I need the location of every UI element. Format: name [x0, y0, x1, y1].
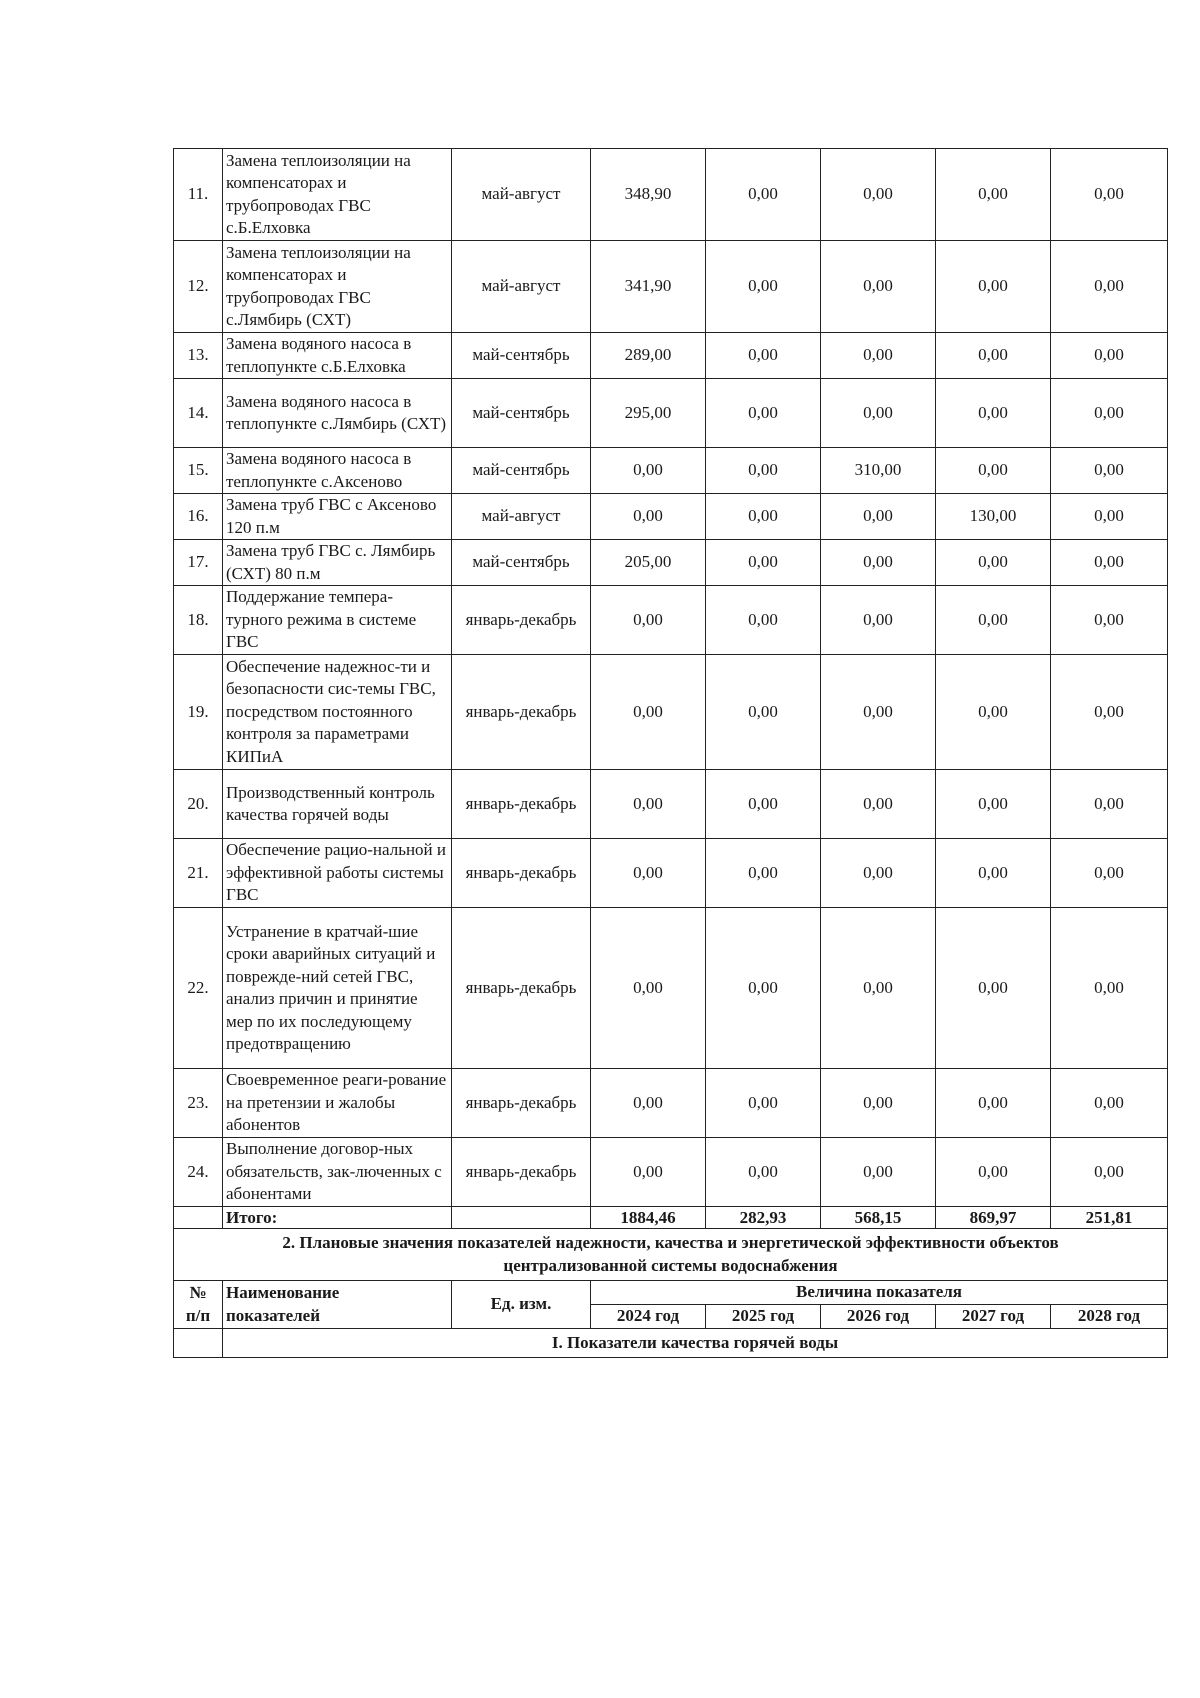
value-2025: 0,00	[706, 839, 821, 908]
table-row	[174, 908, 1168, 1069]
value-2026: 0,00	[821, 149, 936, 241]
header-year-2026: 2026 год	[821, 1305, 936, 1329]
row-number: 20.	[174, 770, 223, 839]
value-2027: 0,00	[936, 770, 1051, 839]
total-2024: 1884,46	[591, 1207, 706, 1229]
value-2026: 0,00	[821, 839, 936, 908]
value-2027: 0,00	[936, 149, 1051, 241]
value-2028: 0,00	[1051, 839, 1168, 908]
value-2028: 0,00	[1051, 448, 1168, 494]
header-name	[223, 1281, 452, 1329]
row-number: 23.	[174, 1069, 223, 1138]
measure-name: Обеспечение рацио-нальной и эффективной работы системы ГВС	[223, 839, 452, 908]
subsection-num-cell	[174, 1329, 223, 1358]
header-num	[174, 1281, 223, 1329]
table-row	[174, 839, 1168, 908]
value-2025: 0,00	[706, 770, 821, 839]
value-2026: 0,00	[821, 770, 936, 839]
header-row-1	[174, 1281, 1168, 1305]
table-row	[174, 494, 1168, 540]
implementation-period: январь-декабрь	[452, 770, 591, 839]
value-2027: 0,00	[936, 1069, 1051, 1138]
measure-name: Выполнение договор-ных обязательств, зак-люченных с абонентами	[223, 1138, 452, 1207]
subsection-row	[174, 1329, 1168, 1358]
value-2025: 0,00	[706, 241, 821, 333]
value-2025: 0,00	[706, 908, 821, 1069]
value-2024: 289,00	[591, 333, 706, 379]
value-2027: 0,00	[936, 655, 1051, 770]
header-num-line2: п/п	[185, 1305, 211, 1325]
value-2025: 0,00	[706, 149, 821, 241]
value-2025: 0,00	[706, 448, 821, 494]
value-2026: 0,00	[821, 1069, 936, 1138]
table-row	[174, 241, 1168, 333]
section-2-title-line1: 2. Плановые значения показателей надежности, качества и энергетической эффективности объектов	[282, 1233, 1059, 1252]
measure-name: Замена труб ГВС с. Лямбирь (СХТ) 80 п.м	[223, 540, 452, 586]
table-row	[174, 149, 1168, 241]
header-year-2024: 2024 год	[591, 1305, 706, 1329]
value-2024: 348,90	[591, 149, 706, 241]
header-year-2025: 2025 год	[706, 1305, 821, 1329]
value-2026: 0,00	[821, 908, 936, 1069]
value-2026: 0,00	[821, 379, 936, 448]
total-2025: 282,93	[706, 1207, 821, 1229]
implementation-period: май-август	[452, 149, 591, 241]
section-2-row	[174, 1229, 1168, 1281]
value-2026: 310,00	[821, 448, 936, 494]
header-num-line1: №	[189, 1283, 207, 1302]
row-number: 22.	[174, 908, 223, 1069]
section-2-title	[174, 1229, 1168, 1281]
value-2024: 0,00	[591, 494, 706, 540]
value-2026: 0,00	[821, 586, 936, 655]
header-value-group: Величина показателя	[591, 1281, 1168, 1305]
row-number: 14.	[174, 379, 223, 448]
measure-name: Замена теплоизоляции на компенсаторах и трубопроводах ГВС с.Лямбирь (СХТ)	[223, 241, 452, 333]
row-number: 11.	[174, 149, 223, 241]
measure-name: Поддержание темпера-турного режима в системе ГВС	[223, 586, 452, 655]
header-name-line1: Наименование	[226, 1283, 340, 1302]
measure-name: Производственный контроль качества горячей воды	[223, 770, 452, 839]
measures-rows	[174, 149, 1168, 1207]
table-row	[174, 379, 1168, 448]
value-2027: 0,00	[936, 1138, 1051, 1207]
total-2026: 568,15	[821, 1207, 936, 1229]
value-2027: 0,00	[936, 540, 1051, 586]
measure-name: Замена водяного насоса в теплопункте с.Б.Елховка	[223, 333, 452, 379]
investment-program-table	[173, 148, 1168, 1358]
implementation-period: январь-декабрь	[452, 839, 591, 908]
value-2025: 0,00	[706, 1138, 821, 1207]
value-2027: 0,00	[936, 586, 1051, 655]
value-2024: 0,00	[591, 1069, 706, 1138]
implementation-period: январь-декабрь	[452, 586, 591, 655]
value-2024: 0,00	[591, 770, 706, 839]
value-2028: 0,00	[1051, 494, 1168, 540]
implementation-period: май-сентябрь	[452, 379, 591, 448]
value-2027: 0,00	[936, 908, 1051, 1069]
value-2028: 0,00	[1051, 770, 1168, 839]
value-2026: 0,00	[821, 494, 936, 540]
header-year-2027: 2027 год	[936, 1305, 1051, 1329]
row-number: 12.	[174, 241, 223, 333]
value-2026: 0,00	[821, 333, 936, 379]
value-2027: 0,00	[936, 333, 1051, 379]
header-name-line2: показателей	[226, 1305, 320, 1325]
measure-name: Устранение в кратчай-шие сроки аварийных ситуаций и поврежде-ний сетей ГВС, анализ причин и принятие мер по их последующему предотвращению	[223, 908, 452, 1069]
value-2025: 0,00	[706, 586, 821, 655]
measure-name: Замена труб ГВС с Аксеново 120 п.м	[223, 494, 452, 540]
implementation-period: май-сентябрь	[452, 333, 591, 379]
implementation-period: май-сентябрь	[452, 540, 591, 586]
value-2027: 0,00	[936, 241, 1051, 333]
total-row	[174, 1207, 1168, 1229]
value-2024: 341,90	[591, 241, 706, 333]
table-row	[174, 540, 1168, 586]
value-2025: 0,00	[706, 540, 821, 586]
total-2027: 869,97	[936, 1207, 1051, 1229]
measure-name: Замена теплоизоляции на компенсаторах и трубопроводах ГВС с.Б.Елховка	[223, 149, 452, 241]
value-2028: 0,00	[1051, 1069, 1168, 1138]
measure-name: Своевременное реаги-рование на претензии и жалобы абонентов	[223, 1069, 452, 1138]
row-number: 13.	[174, 333, 223, 379]
value-2028: 0,00	[1051, 540, 1168, 586]
row-number: 15.	[174, 448, 223, 494]
table-row	[174, 770, 1168, 839]
header-year-2028: 2028 год	[1051, 1305, 1168, 1329]
value-2026: 0,00	[821, 655, 936, 770]
value-2026: 0,00	[821, 241, 936, 333]
implementation-period: январь-декабрь	[452, 908, 591, 1069]
value-2024: 0,00	[591, 1138, 706, 1207]
implementation-period: январь-декабрь	[452, 655, 591, 770]
measure-name: Обеспечение надежнос-ти и безопасности сис-темы ГВС, посредством постоянного контроля за параметрами КИПиА	[223, 655, 452, 770]
value-2024: 0,00	[591, 448, 706, 494]
value-2024: 0,00	[591, 839, 706, 908]
row-number: 16.	[174, 494, 223, 540]
value-2024: 205,00	[591, 540, 706, 586]
value-2024: 0,00	[591, 655, 706, 770]
total-num-cell	[174, 1207, 223, 1229]
section-2-title-line2: централизованной системы водоснабжения	[503, 1255, 838, 1275]
row-number: 18.	[174, 586, 223, 655]
value-2027: 130,00	[936, 494, 1051, 540]
total-2028: 251,81	[1051, 1207, 1168, 1229]
table-row	[174, 1069, 1168, 1138]
total-label: Итого:	[223, 1207, 452, 1229]
value-2024: 0,00	[591, 908, 706, 1069]
value-2027: 0,00	[936, 448, 1051, 494]
subsection-title: I. Показатели качества горячей воды	[223, 1329, 1168, 1358]
value-2026: 0,00	[821, 540, 936, 586]
value-2027: 0,00	[936, 379, 1051, 448]
value-2024: 0,00	[591, 586, 706, 655]
value-2024: 295,00	[591, 379, 706, 448]
implementation-period: январь-декабрь	[452, 1069, 591, 1138]
table-row	[174, 448, 1168, 494]
value-2025: 0,00	[706, 1069, 821, 1138]
row-number: 21.	[174, 839, 223, 908]
measure-name: Замена водяного насоса в теплопункте с.Аксеново	[223, 448, 452, 494]
table-row	[174, 655, 1168, 770]
value-2028: 0,00	[1051, 908, 1168, 1069]
implementation-period: май-сентябрь	[452, 448, 591, 494]
value-2028: 0,00	[1051, 241, 1168, 333]
header-unit: Ед. изм.	[452, 1281, 591, 1329]
value-2028: 0,00	[1051, 149, 1168, 241]
value-2026: 0,00	[821, 1138, 936, 1207]
value-2025: 0,00	[706, 379, 821, 448]
value-2028: 0,00	[1051, 655, 1168, 770]
table-row	[174, 333, 1168, 379]
table-row	[174, 586, 1168, 655]
value-2025: 0,00	[706, 655, 821, 770]
value-2028: 0,00	[1051, 379, 1168, 448]
value-2028: 0,00	[1051, 333, 1168, 379]
row-number: 24.	[174, 1138, 223, 1207]
measure-name: Замена водяного насоса в теплопункте с.Лямбирь (СХТ)	[223, 379, 452, 448]
table-row	[174, 1138, 1168, 1207]
value-2028: 0,00	[1051, 586, 1168, 655]
implementation-period: январь-декабрь	[452, 1138, 591, 1207]
value-2027: 0,00	[936, 839, 1051, 908]
implementation-period: май-август	[452, 494, 591, 540]
value-2025: 0,00	[706, 494, 821, 540]
value-2028: 0,00	[1051, 1138, 1168, 1207]
row-number: 17.	[174, 540, 223, 586]
value-2025: 0,00	[706, 333, 821, 379]
total-period-cell	[452, 1207, 591, 1229]
row-number: 19.	[174, 655, 223, 770]
implementation-period: май-август	[452, 241, 591, 333]
